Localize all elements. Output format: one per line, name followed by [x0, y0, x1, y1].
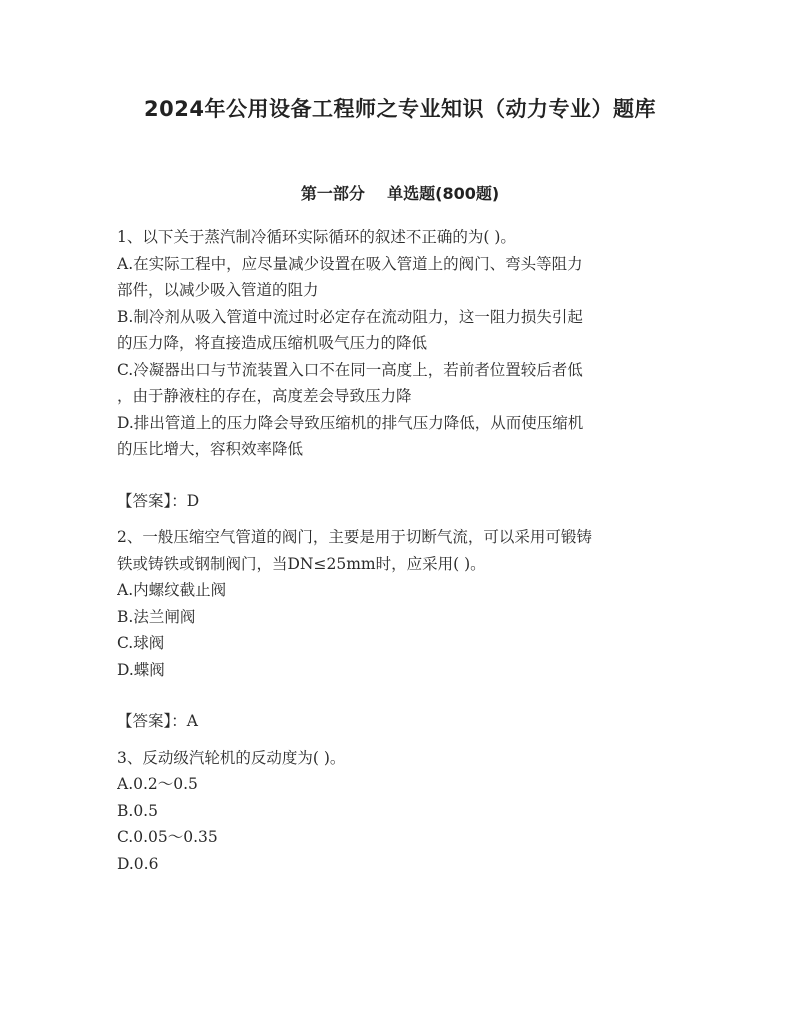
option-c: C.0.05～0.35 — [117, 828, 218, 846]
option-b: B.法兰闸阀 — [117, 607, 196, 626]
question-3 — [117, 745, 677, 878]
question-stem-cont: 铁或铸铁或钢制阀门，当DN≤25mm时，应采用( )。 — [117, 554, 486, 573]
option-a: A.在实际工程中，应尽量减少设置在吸入管道上的阀门、弯头等阻力 — [117, 254, 583, 273]
question-stem: 3、反动级汽轮机的反动度为( )。 — [117, 748, 346, 767]
option-d-cont: 的压比增大，容积效率降低 — [117, 440, 304, 458]
option-d: D.0.6 — [117, 854, 159, 873]
option-d: D.蝶阀 — [117, 660, 165, 679]
option-b-cont: 的压力降，将直接造成压缩机吸气压力的降低 — [117, 334, 428, 352]
option-b: B.0.5 — [117, 801, 158, 820]
option-a: A.0.2～0.5 — [117, 775, 198, 793]
option-d: D.排出管道上的压力降会导致压缩机的排气压力降低，从而使压缩机 — [117, 413, 584, 432]
question-1 — [117, 224, 677, 514]
question-stem: 2、一般压缩空气管道的阀门，主要是用于切断气流，可以采用可锻铸 — [117, 528, 592, 546]
answer-label: 【答案】： — [117, 491, 187, 510]
answer-value: A — [186, 712, 198, 730]
section-title: 第一部分 单选题(800题) — [300, 184, 500, 203]
answer-line — [117, 708, 677, 735]
question-stem: 1、以下关于蒸汽制冷循环实际循环的叙述不正确的为( )。 — [117, 228, 516, 246]
question-list — [117, 224, 677, 877]
document-title: 2024年公用设备工程师之专业知识（动力专业）题库 — [144, 97, 656, 121]
option-c-cont: ，由于静液柱的存在，高度差会导致压力降 — [117, 387, 412, 405]
question-2 — [117, 524, 677, 735]
option-a: A.内螺纹截止阀 — [117, 581, 227, 599]
answer-label: 【答案】： — [117, 712, 187, 730]
option-c: C.球阀 — [117, 634, 165, 652]
option-a-cont: 部件，以减少吸入管道的阻力 — [117, 281, 319, 299]
answer-line — [117, 488, 677, 515]
option-b: B.制冷剂从吸入管道中流过时必定存在流动阻力，这一阻力损失引起 — [117, 307, 583, 326]
option-c: C.冷凝器出口与节流装置入口不在同一高度上，若前者位置较后者低 — [117, 360, 583, 379]
answer-value: D — [186, 491, 200, 510]
